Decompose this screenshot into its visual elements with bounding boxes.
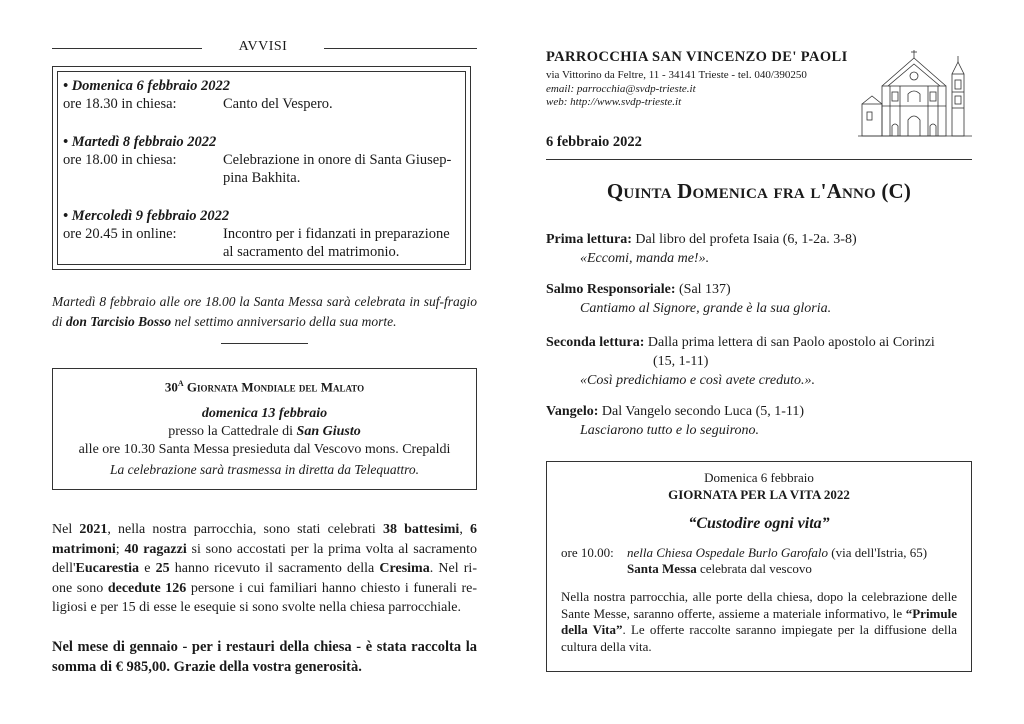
reading-source: Dal libro del profeta Isaia (6, 1-2a. 3-8) bbox=[631, 232, 857, 247]
reading-quote: Lasciarono tutto e lo seguirono. bbox=[580, 423, 760, 438]
reading-label: Vangelo: bbox=[546, 404, 599, 419]
vita-date: Domenica 6 febbraio bbox=[704, 470, 814, 485]
parish-name: PARROCCHIA SAN VINCENZO DE' PAOLI bbox=[546, 49, 848, 65]
event-description: Celebrazione in onore di Santa Giusep-pina Bakhita. bbox=[223, 152, 452, 186]
malato-date: domenica 13 febbraio bbox=[201, 406, 328, 422]
reading-source: (Sal 137) bbox=[675, 282, 731, 297]
malato-title: $30^A$ Giornata Mondiale del Malato bbox=[164, 379, 365, 395]
event-date: • Domenica 6 febbraio 2022 bbox=[63, 78, 230, 94]
reading-label: Salmo Responsoriale: bbox=[546, 282, 676, 297]
reading-source: Dal Vangelo secondo Luca (5, 1-11) bbox=[598, 404, 805, 419]
divider bbox=[546, 159, 972, 160]
event-description: Incontro per i fidanzati in preparazione al sacramento del matrimonio. bbox=[223, 226, 450, 260]
reading-item bbox=[546, 230, 972, 268]
event-item bbox=[63, 77, 463, 113]
event-time: ore 20.45 in online: bbox=[63, 226, 177, 242]
divider bbox=[52, 48, 202, 49]
reading-item bbox=[546, 333, 972, 390]
avvisi-box bbox=[52, 66, 471, 270]
malato-box bbox=[52, 368, 477, 490]
vita-mass: Santa Messa bbox=[627, 561, 697, 576]
donation-note: Nel mese di gennaio - per i restauri della chiesa - è stata raccolta la somma di € 985,00. Grazie della vostra generosità. bbox=[52, 639, 477, 675]
reading-label: Prima lettura: bbox=[546, 232, 632, 247]
reading-quote: «Eccomi, manda me!». bbox=[580, 251, 710, 266]
reading-label: Seconda lettura: bbox=[546, 335, 645, 350]
parish-email[interactable]: email: parrocchia@svdp-trieste.it bbox=[546, 82, 696, 95]
avvisi-header bbox=[52, 38, 477, 58]
reading-item bbox=[546, 280, 972, 318]
reading-quote: «Così predichiamo e così avete creduto.». bbox=[580, 373, 815, 388]
vita-description: Nella nostra parrocchia, alle porte della chiesa, dopo la celebrazione delle Sante Messe, saranno offerte, assieme a materiale informativo, le “Primule della Vita”. Le offerte raccolte saranno impiegate per la diffusione della cultura della vita. bbox=[561, 589, 957, 654]
reading-reference: (15, 1-11) bbox=[653, 354, 709, 369]
malato-mass: alle ore 10.30 Santa Messa presieduta dal Vescovo mons. Crepaldi bbox=[78, 442, 451, 458]
event-time: ore 18.30 in chiesa: bbox=[63, 96, 177, 112]
reading-item bbox=[546, 402, 972, 440]
malato-place: presso la Cattedrale di San Giusto bbox=[168, 424, 361, 440]
divider bbox=[324, 48, 477, 49]
event-time: ore 18.00 in chiesa: bbox=[63, 152, 177, 168]
parish-contacts bbox=[546, 69, 807, 110]
event-item bbox=[63, 133, 463, 187]
liturgy-title: Quinta Domenica fra l'Anno (C) bbox=[606, 179, 912, 203]
reading-source: Dalla prima lettera di san Paolo apostolo ai Corinzi bbox=[644, 335, 935, 350]
avvisi-title: AVVISI bbox=[238, 39, 288, 54]
vita-mass-info: ore 10.00: nella Chiesa Ospedale Burlo Garofalo (via dell'Istria, 65) Santa Messa celebrata dal vescovo bbox=[561, 545, 928, 576]
parish-address: via Vittorino da Feltre, 11 - 34141 Trieste - tel. 040/390250 bbox=[546, 69, 807, 81]
divider bbox=[221, 343, 308, 344]
reading-quote: Cantiamo al Signore, grande è la sua gloria. bbox=[580, 301, 832, 316]
church-drawing-icon bbox=[858, 44, 972, 144]
vita-time: ore 10.00: bbox=[561, 545, 614, 560]
event-date: • Martedì 8 febbraio 2022 bbox=[63, 134, 217, 150]
bulletin-date: 6 febbraio 2022 bbox=[546, 134, 642, 150]
giornata-vita-box bbox=[546, 461, 972, 672]
event-item bbox=[63, 207, 463, 261]
memorial-mass-note: Martedì 8 febbraio alle ore 18.00 la Santa Messa sarà celebrata in suf-fragio di don Tarcisio Bosso nel settimo anniversario della sua morte. bbox=[52, 294, 477, 329]
event-description: Canto del Vespero. bbox=[223, 96, 333, 112]
event-date: • Mercoledì 9 febbraio 2022 bbox=[63, 208, 230, 224]
parish-stats: Nel 2021, nella nostra parrocchia, sono stati celebrati 38 battesimi, 6 matrimoni; 40 ragazzi si sono accostati per la prima volta al sacramento dell'Eucarestia e 25 hanno ricevuto il sacramento della Cresima. Nel ri-one sono decedute 126 persone i cui familiari hanno chiesto i funerali re-ligiosi e per 15 di esse le esequie si sono svolte nella chiesa parrocchiale. bbox=[52, 522, 477, 615]
parish-website[interactable]: web: http://www.svdp-trieste.it bbox=[546, 96, 682, 108]
vita-title: GIORNATA PER LA VITA 2022 bbox=[668, 487, 850, 502]
vita-motto: “Custodire ogni vita” bbox=[688, 515, 830, 532]
memorial-name: don Tarcisio Bosso bbox=[65, 314, 172, 329]
malato-broadcast: La celebrazione sarà trasmessa in diretta da Telequattro. bbox=[109, 462, 419, 478]
vita-place: nella Chiesa Ospedale Burlo Garofalo bbox=[627, 545, 829, 560]
